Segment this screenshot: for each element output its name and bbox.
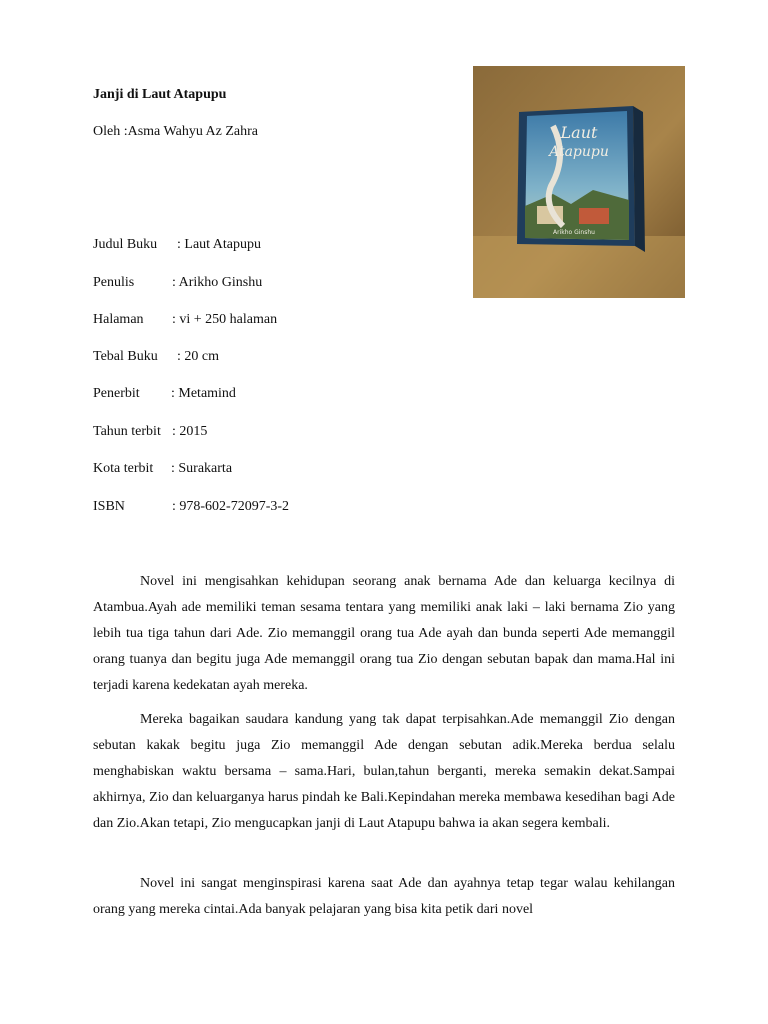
document-title: Janji di Laut Atapupu: [93, 87, 227, 102]
review-paragraph: Mereka bagaikan saudara kandung yang tak dapat terpisahkan.Ade memanggil Zio dengan sebutan kakak begitu juga Zio memanggil Ade dengan sebutan adik.Mereka berdua selalu menghabiskan waktu bersama – sama.Hari, bulan,tahun berganti, mereka semakin dekat.Sampai akhirnya, Zio dan keluarganya harus pindah ke Bali.Kepindahan mereka membawa kesedihan bagi Ade dan Zio.Akan tetapi, Zio mengucapkan janji di Laut Atapupu bahwa ia akan segera kembali.: [93, 712, 675, 831]
metadata-value: : Surakarta: [171, 461, 233, 476]
metadata-value: : Arikho Ginshu: [172, 275, 263, 290]
metadata-label: Penerbit: [93, 386, 140, 401]
svg-text:Laut: Laut: [560, 123, 598, 142]
metadata-label: Tebal Buku: [93, 349, 158, 364]
metadata-value: : vi + 250 halaman: [172, 312, 278, 327]
metadata-label: Halaman: [93, 312, 144, 327]
metadata-label: Tahun terbit: [93, 424, 161, 439]
metadata-label: Judul Buku: [93, 237, 158, 252]
metadata-value: : 20 cm: [177, 349, 219, 364]
metadata-value: : 978-602-72097-3-2: [172, 499, 290, 514]
document-author: Oleh :Asma Wahyu Az Zahra: [93, 124, 259, 139]
review-paragraph: Novel ini mengisahkan kehidupan seorang anak bernama Ade dan keluarga kecilnya di Atambua.Ayah ade memiliki teman sesama tentara yang memiliki anak laki – laki bernama Zio yang lebih tua tiga tahun dari Ade. Zio memanggil orang tua Ade ayah dan bunda seperti Ade memanggil orang tuanya dan begitu juga Ade memanggil orang tua Zio dengan sebutan bapak dan mama.Hal ini terjadi karena kedekatan ayah mereka.: [93, 574, 675, 693]
book-cover-illustration: [473, 66, 685, 298]
book-cover-photo: [473, 66, 685, 298]
metadata-value: : Metamind: [171, 386, 236, 401]
svg-text:Arikho Ginshu: Arikho Ginshu: [553, 229, 595, 236]
metadata-label: Penulis: [93, 275, 135, 290]
svg-text:Atapupu: Atapupu: [549, 144, 609, 160]
metadata-label: Kota terbit: [93, 461, 154, 476]
metadata-value: : Laut Atapupu: [177, 237, 261, 252]
metadata-value: : 2015: [172, 424, 208, 439]
metadata-label: ISBN: [93, 499, 125, 514]
review-paragraph: Novel ini sangat menginspirasi karena saat Ade dan ayahnya tetap tegar walau kehilangan orang yang mereka cintai.Ada banyak pelajaran yang bisa kita petik dari novel: [93, 876, 675, 917]
